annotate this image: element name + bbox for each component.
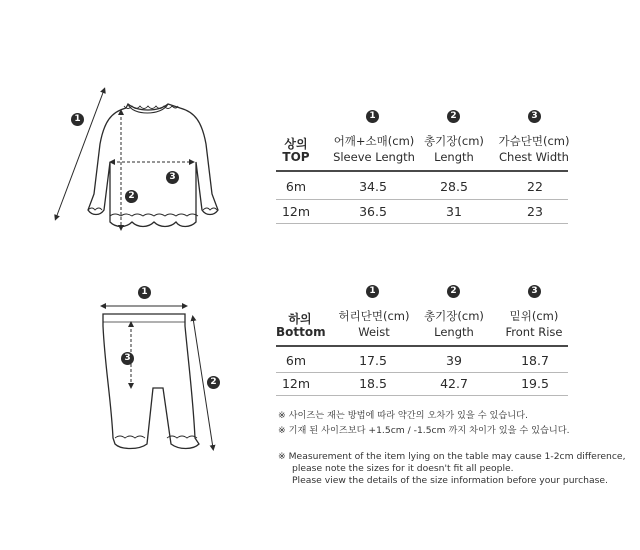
top-title-ko: 상의: [284, 137, 308, 151]
top-header-divider: [276, 170, 568, 172]
note-en-3: Please view the details of the size information before your purchase.: [292, 475, 608, 486]
top-row1-size: 6m: [285, 179, 307, 194]
bottom-row1-rise: 18.7: [521, 353, 549, 368]
bottom-col2-header-en: Length: [434, 325, 474, 339]
top-col2-header-ko: 총기장(cm): [424, 134, 484, 148]
top-row1-length: 28.5: [440, 179, 468, 194]
top-row2-chest: 23: [527, 204, 543, 219]
top-col2-header-en: Length: [434, 150, 474, 164]
top-row1-chest: 22: [527, 179, 543, 194]
top-diagram-badge-3: 3: [166, 171, 179, 184]
bottom-diagram-badge-2: 2: [207, 376, 220, 389]
bottom-row2-length: 42.7: [440, 376, 468, 391]
top-col3-number: 3: [528, 110, 541, 123]
bottom-col3-header-en: Front Rise: [505, 325, 563, 339]
bottom-col3-number: 3: [528, 285, 541, 298]
bottom-diagram-badge-3: 3: [121, 352, 134, 365]
bottom-header-divider: [276, 345, 568, 347]
bottom-diagram-badge-1: 1: [138, 286, 151, 299]
top-table-bottom-line: [276, 223, 568, 224]
top-diagram-badge-2: 2: [125, 190, 138, 203]
note-ko-2: ※ 기재 된 사이즈보다 +1.5cm / -1.5cm 까지 차이가 있을 수 있습니다.: [278, 425, 570, 436]
bottom-col1-header-en: Weist: [358, 325, 390, 339]
top-col1-header-ko: 어깨+소매(cm): [333, 134, 415, 148]
top-col3-header-ko: 가슴단면(cm): [498, 134, 570, 148]
bottom-row1-waist: 17.5: [359, 353, 387, 368]
bottom-col3-header-ko: 밑위(cm): [509, 309, 559, 323]
top-col3-header-en: Chest Width: [499, 150, 569, 164]
top-title-en: TOP: [282, 150, 310, 164]
bottom-col1-header-ko: 허리단면(cm): [338, 309, 410, 323]
top-col1-header-en: Sleeve Length: [333, 150, 415, 164]
top-garment-diagram: [50, 82, 240, 242]
top-row2-sleeve: 36.5: [359, 204, 387, 219]
note-en-1: ※ Measurement of the item lying on the table may cause 1-2cm difference,: [278, 451, 626, 462]
bottom-col1-number: 1: [366, 285, 379, 298]
top-row-divider: [276, 199, 568, 200]
bottom-size-table: [276, 285, 568, 400]
bottom-row1-length: 39: [446, 353, 462, 368]
bottom-row2-size: 12m: [281, 376, 311, 391]
top-diagram-badge-1: 1: [71, 113, 84, 126]
top-measure-1-line: [56, 90, 104, 218]
bottom-col2-number: 2: [447, 285, 460, 298]
bottom-row2-waist: 18.5: [359, 376, 387, 391]
bottom-outline: [103, 314, 199, 449]
top-row1-sleeve: 34.5: [359, 179, 387, 194]
bottom-title-ko: 하의: [288, 312, 312, 326]
top-col2-number: 2: [447, 110, 460, 123]
bottom-title-en: Bottom: [276, 325, 326, 339]
top-row2-length: 31: [446, 204, 462, 219]
bottom-col2-header-ko: 총기장(cm): [424, 309, 484, 323]
bottom-row1-size: 6m: [285, 353, 307, 368]
top-size-table: [276, 110, 568, 225]
bottom-row-divider: [276, 372, 568, 373]
top-outline: [88, 104, 218, 227]
top-row2-size: 12m: [281, 204, 311, 219]
bottom-table-bottom-line: [276, 395, 568, 396]
top-col1-number: 1: [366, 110, 379, 123]
note-ko-1: ※ 사이즈는 재는 방법에 따라 약간의 오차가 있을 수 있습니다.: [278, 410, 528, 421]
bottom-row2-rise: 19.5: [521, 376, 549, 391]
note-en-2: please note the sizes for it doesn't fit all people.: [292, 463, 514, 474]
